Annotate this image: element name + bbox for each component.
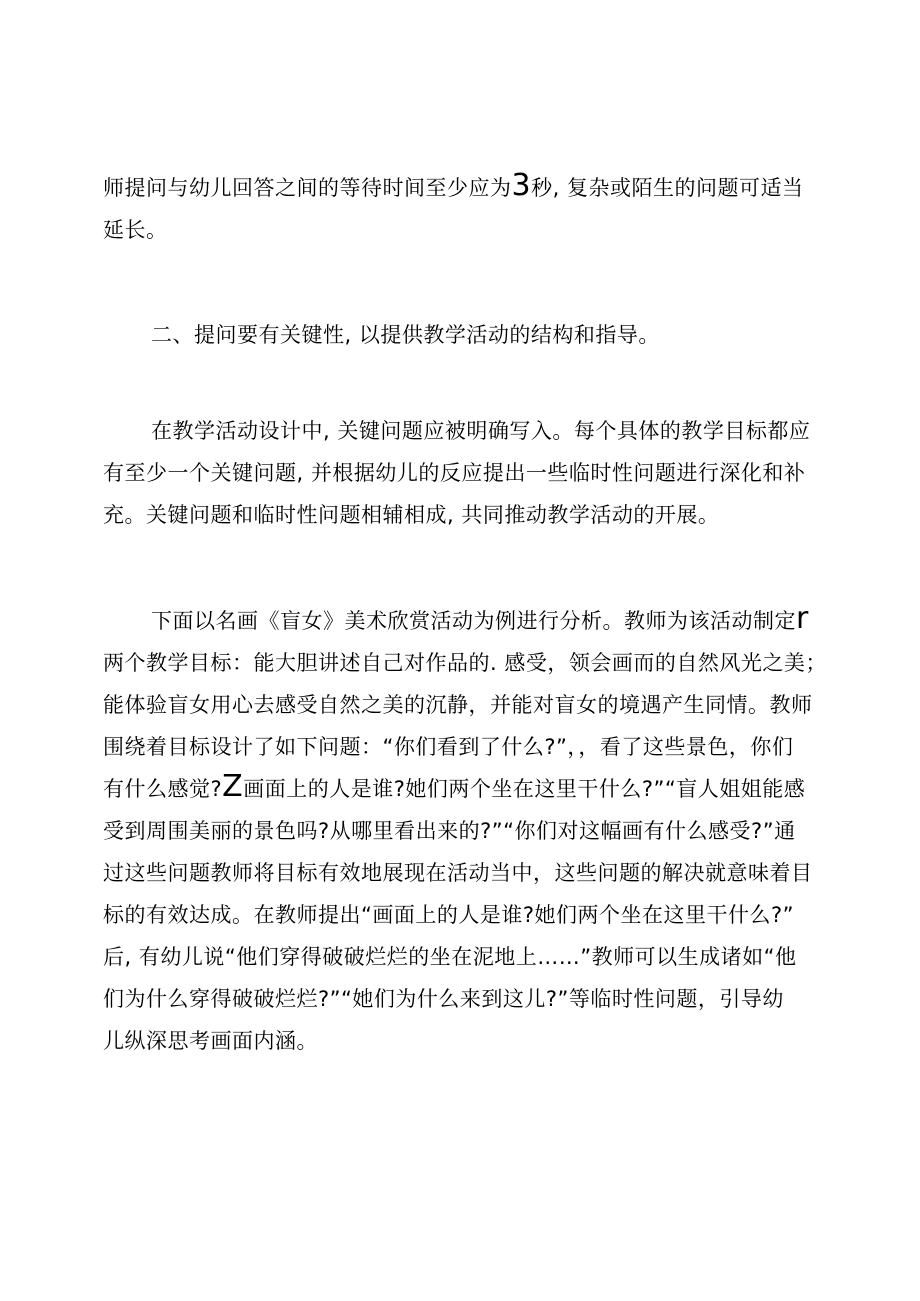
text-run: 秒, 复杂或陌生的问题可适当 bbox=[531, 176, 804, 200]
paragraph-1 bbox=[103, 167, 823, 251]
section-heading bbox=[103, 314, 823, 356]
text-run-large: r bbox=[796, 601, 809, 636]
text-run: 画面上的人是谁?她们两个坐在这里干什么?”“盲人姐姐能感 bbox=[243, 777, 806, 801]
text-line: 们为什么穿得破破烂烂?”“她们为什么来到这儿?”等临时性问题，引导幼 bbox=[103, 987, 784, 1011]
text-run: 有什么感觉? bbox=[103, 777, 223, 801]
text-line: 能体验盲女用心去感受自然之美的沉静，并能对盲女的境遇产生同情。教师 bbox=[103, 693, 813, 717]
text-line bbox=[103, 600, 823, 642]
text-line: 有至少一个关键问题, 并根据幼儿的反应提出一些临时性问题进行深化和补 bbox=[103, 461, 806, 485]
text-line: 二、提问要有关键性, 以提供教学活动的结构和指导。 bbox=[151, 323, 660, 347]
paragraph-4 bbox=[103, 600, 827, 1062]
text-line: 充。关键问题和临时性问题相辅相成, 共同推动教学活动的开展。 bbox=[103, 503, 720, 527]
paragraph-3 bbox=[103, 410, 823, 536]
text-line: 在教学活动设计中, 关键问题应被明确写入。每个具体的教学目标都应 bbox=[151, 419, 811, 443]
text-line: 两个教学目标：能大胆讲述自己对作品的. 感受，领会画而的自然风光之美； bbox=[103, 651, 827, 675]
text-line: 延长。 bbox=[103, 218, 168, 242]
text-line: 受到周围美丽的景色吗?从哪里看出来的?”“你们对这幅画有什么感受?”通 bbox=[103, 819, 796, 843]
text-line: 后, 有幼儿说“他们穿得破破烂烂的坐在泥地上……”教师可以生成诸如“他 bbox=[103, 945, 797, 969]
text-line bbox=[103, 167, 823, 209]
text-run: 师提问与幼儿回答之间的等待时间至少应为 bbox=[103, 176, 512, 200]
text-run: 下面以名画《盲女》美术欣赏活动为例进行分析。教师为该活动制定 bbox=[151, 609, 796, 633]
text-line bbox=[103, 768, 823, 810]
text-line: 围绕着目标设计了如下问题：“你们看到了什么?”，，看了这些景色，你们 bbox=[103, 735, 794, 759]
text-line: 过这些问题教师将目标有效地展现在活动当中，这些问题的解决就意味着目 bbox=[103, 861, 813, 885]
text-run-large: Z bbox=[222, 769, 244, 804]
text-line: 儿纵深思考画面内涵。 bbox=[103, 1029, 318, 1053]
text-line: 标的有效达成。在教师提出“画面上的人是谁?她们两个坐在这里干什么?” bbox=[103, 903, 795, 927]
text-run-large: 3 bbox=[511, 168, 532, 203]
